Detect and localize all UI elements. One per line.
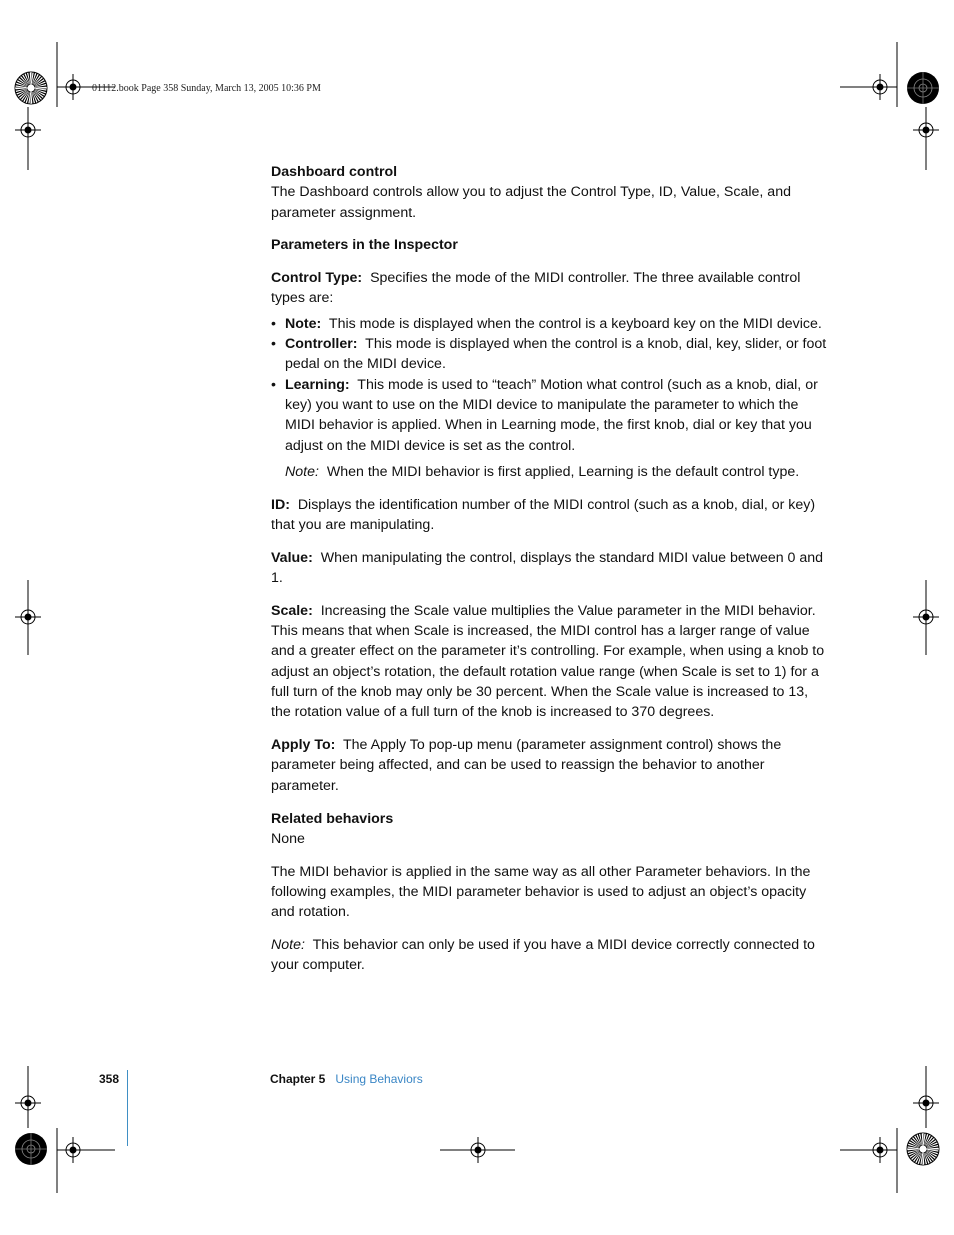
registration-crosshair-icon	[15, 604, 41, 630]
scale-paragraph	[271, 601, 827, 723]
star-target-icon	[906, 71, 940, 105]
dashboard-paragraph: The Dashboard controls allow you to adjust the Control Type, ID, Value, Scale, and parameter assignment.	[271, 184, 791, 221]
page-body	[271, 162, 827, 976]
note-label: Note:	[285, 463, 319, 480]
value-paragraph	[271, 548, 827, 589]
list-item	[271, 375, 827, 456]
registration-crosshair-icon	[913, 117, 939, 143]
page-number: 358	[99, 1072, 120, 1086]
bullet-icon: •	[271, 315, 276, 332]
term-description: Displays the identification number of the MIDI control (such as a knob, dial, or key) that you are manipulating.	[271, 496, 816, 533]
registration-crosshair-icon	[867, 74, 893, 100]
registration-crosshair-icon	[913, 604, 939, 630]
term-label: Learning:	[285, 376, 350, 393]
registration-crosshair-icon	[15, 117, 41, 143]
star-target-icon	[906, 1132, 940, 1166]
term-description: The Apply To pop-up menu (parameter assignment control) shows the parameter being affected, and can be used to reassign the behavior to another parameter.	[271, 737, 782, 794]
term-description: This mode is used to “teach” Motion what control (such as a knob, dial, or key) you want to use on the MIDI device to manipulate the parameter to which the MIDI behavior is applied. When in Learning mode, the first knob, dial or key that you adjust on the MIDI device is set as the control.	[285, 376, 818, 454]
section-heading-dashboard: Dashboard control	[271, 164, 398, 180]
learning-note	[271, 462, 827, 482]
term-label: Note:	[285, 315, 322, 332]
star-target-icon	[14, 71, 48, 105]
registration-crosshair-icon	[465, 1137, 491, 1163]
term-label: Scale:	[271, 602, 313, 619]
registration-crosshair-icon	[15, 1090, 41, 1116]
registration-crosshair-icon	[60, 74, 86, 100]
chapter-label: Chapter 5	[270, 1072, 326, 1086]
footer-chapter	[270, 1072, 423, 1086]
term-label: Control Type:	[271, 270, 363, 287]
term-label: Apply To:	[271, 737, 336, 754]
term-description: When manipulating the control, displays the standard MIDI value between 0 and 1.	[271, 549, 824, 587]
term-description: Specifies the mode of the MIDI controller. The three available control types are:	[271, 270, 801, 307]
midi-paragraph: The MIDI behavior is applied in the same way as all other Parameter behaviors. In the following examples, the MIDI parameter behavior is used to adjust an object’s opacity and rotation.	[271, 863, 811, 921]
registration-crosshair-icon	[60, 1137, 86, 1163]
term-label: ID:	[271, 496, 290, 513]
final-note	[271, 935, 827, 976]
term-label: Controller:	[285, 336, 358, 353]
term-description: This mode is displayed when the control is a keyboard key on the MIDI device.	[328, 315, 822, 332]
apply-to-paragraph	[271, 735, 827, 796]
note-text: When the MIDI behavior is first applied, Learning is the default control type.	[326, 463, 800, 480]
section-heading-related: Related behaviors	[271, 810, 394, 827]
related-behaviors-value: None	[271, 830, 305, 847]
star-target-icon	[14, 1132, 48, 1166]
note-text: This behavior can only be used if you have a MIDI device correctly connected to your computer.	[271, 937, 815, 974]
term-description: Increasing the Scale value multiplies the Value parameter in the MIDI behavior. This means that when Scale is increased, the MIDI control has a larger range of value and a greater effect on the parameter it’s controlling. For example, when using a knob to adjust an object’s rotation, the default rotation value range (when Scale is set to 1) for a full turn of the knob may only be 30 percent. When the Scale value is increased to 13, the rotation value of a full turn of the knob is increased to 370 degrees.	[271, 602, 825, 721]
term-description: This mode is displayed when the control is a knob, dial, key, slider, or foot pedal on the MIDI device.	[285, 336, 827, 373]
registration-crosshair-icon	[913, 1090, 939, 1116]
registration-crosshair-icon	[867, 1137, 893, 1163]
section-heading-parameters: Parameters in the Inspector	[271, 237, 458, 254]
note-label: Note:	[271, 937, 305, 953]
print-header-slug: 01112.book Page 358 Sunday, March 13, 2005 10:36 PM	[92, 83, 321, 94]
chapter-title-link[interactable]: Using Behaviors	[335, 1072, 423, 1086]
list-item	[271, 314, 827, 334]
control-type-list	[271, 314, 827, 456]
list-item	[271, 334, 827, 375]
control-type-paragraph	[271, 268, 827, 309]
id-paragraph	[271, 495, 827, 536]
term-label: Value:	[271, 549, 313, 566]
bullet-icon: •	[271, 376, 276, 393]
bullet-icon: •	[271, 336, 276, 353]
footer-divider	[127, 1070, 128, 1146]
